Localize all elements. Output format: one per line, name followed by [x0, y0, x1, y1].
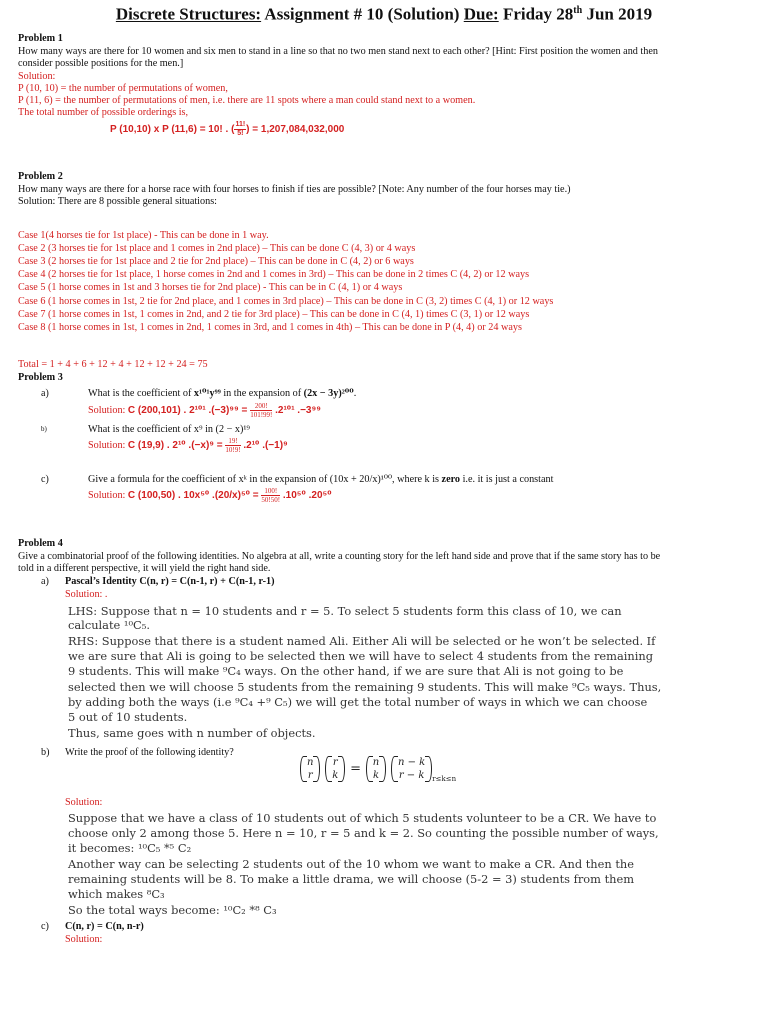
- part-a-label: a): [41, 388, 49, 399]
- case-line: Case 3 (2 horses tie for 1st place and 2 tie for 2nd place) – This can be done in C (4, 2) or 6 ways: [18, 256, 414, 267]
- proof-line: LHS: Suppose that n = 10 students and r = 5. To select 5 students form this class of 10, we can: [68, 604, 622, 618]
- part-c-solution-label: Solution:: [65, 934, 103, 945]
- proof-line: calculate ¹⁰C₅.: [68, 618, 150, 632]
- problem-1-question-line-2: consider possible positions for the men.]: [18, 58, 184, 69]
- proof-line: selected then we will choose 5 students from the remaining 9 students. This will make ⁹C₅ ways. Thus,: [68, 680, 662, 694]
- solution-label: Solution:: [88, 489, 128, 501]
- problem-2-question: How many ways are there for a horse race with four horses to finish if ties are possible? [Note: Any number of the four horses may tie.): [18, 184, 571, 195]
- binom-bottom: r: [307, 770, 313, 781]
- q-text: in the expansion of: [220, 388, 304, 399]
- proof-line: Suppose that we have a class of 10 students out of which 5 students volunteer to be a CR. We have to: [68, 811, 657, 825]
- problem-1-solution-line-1: P (10, 10) = the number of permutations of women,: [18, 83, 228, 94]
- problem-2-total: Total = 1 + 4 + 6 + 12 + 4 + 12 + 12 + 24 = 75: [18, 359, 208, 370]
- q-term: x¹⁰¹y⁹⁹: [193, 388, 221, 399]
- part-c-title: C(n, r) = C(n, n-r): [65, 921, 144, 932]
- binom-top: r: [332, 757, 338, 768]
- proof-line: RHS: Suppose that there is a student named Ali. Either Ali will be selected or he won’t be selected. If: [68, 634, 656, 648]
- q-text: Give a formula for the coefficient of xᵏ in the expansion of (10x + 20/x)¹⁰⁰, where k is: [88, 474, 442, 485]
- proof-line: remaining students will be 8. To make a little drama, we will choose (5-2 = 3) students from them: [68, 872, 635, 886]
- due-date-1: Friday 28: [498, 4, 574, 24]
- binom-bottom: k: [372, 770, 380, 781]
- proof-line: which makes ⁸C₃: [68, 887, 165, 901]
- equals-sign: =: [350, 761, 361, 777]
- problem-4-question-line-1: Give a combinatorial proof of the following identities. No algebra at all, write a counting story for the left hand side and prove that if the same story has to be: [18, 551, 661, 562]
- case-line: Case 8 (1 horse comes in 1st, 1 comes in 2nd, 1 comes in 3rd, and 1 comes in 4th) – This can be done in P (4, 4) or 24 ways: [18, 322, 522, 333]
- binom-top: n: [307, 757, 314, 768]
- assignment-name: Assignment # 10 (Solution): [261, 4, 464, 24]
- proof-line: Another way can be selecting 2 students out of the 10 whom we want to make a CR. And then the: [68, 857, 635, 871]
- fraction-numerator: 19!: [225, 437, 240, 446]
- fraction-numerator: 200!: [250, 402, 272, 411]
- proof-line: 5 out of 10 students.: [68, 710, 188, 724]
- fraction-denominator: 101!99!: [250, 411, 273, 419]
- fraction-numerator: 11!: [235, 121, 246, 128]
- binomial-r-k: [325, 756, 345, 782]
- fraction-numerator: 100!: [261, 487, 280, 496]
- proof-line: Thus, same goes with n number of objects.: [68, 726, 316, 740]
- proof-line: we are sure that Ali is going to be selected then we will have to select 4 students from the remaining: [68, 649, 654, 663]
- problem-3c-solution: [88, 487, 332, 504]
- solution-label: Solution:: [88, 439, 128, 451]
- case-line: Case 6 (1 horse comes in 1st, 2 tie for 2nd place, and 1 comes in 3rd place) – This can be done in C (3, 2) times C (4, 1) or 12 ways: [18, 296, 554, 307]
- proof-line: it becomes: ¹⁰C₅ *⁵ C₂: [68, 841, 192, 855]
- case-line: Case 2 (3 horses tie for 1st place and 1 comes in 2nd place) – This can be done C (4, 3) or 4 ways: [18, 243, 416, 254]
- problem-1-solution-label: Solution:: [18, 71, 56, 82]
- problem-1-question-line-1: How many ways are there for 10 women and six men to stand in a line so that no two men stand next to each other? [Hint: First position the women and then: [18, 46, 658, 57]
- proof-line: So the total ways become: ¹⁰C₂ *⁸ C₃: [68, 903, 277, 917]
- due-label: Due:: [463, 4, 499, 24]
- solution-expr: C (100,50) . 10x⁵⁰ .(20/x)⁵⁰ =: [127, 489, 262, 501]
- problem-2-heading: Problem 2: [18, 171, 63, 182]
- part-b-label: b): [41, 425, 47, 433]
- problem-1-solution-line-2: P (11, 6) = the number of permutations of men, i.e. there are 11 spots where a man could stand next to a women.: [18, 95, 476, 106]
- solution-expr: .2¹⁰¹ .−3⁹⁹: [272, 404, 321, 416]
- due-date-sup: th: [573, 5, 583, 16]
- q-text: What is the coefficient of: [88, 388, 194, 399]
- q-text: .: [353, 388, 357, 399]
- binom-top: n − k: [398, 757, 426, 768]
- part-b-label: b): [41, 747, 50, 758]
- part-b-solution-label: Solution:: [65, 797, 103, 808]
- solution-fraction: [250, 402, 272, 419]
- proof-line: by adding both the ways (i.e ⁹C₄ +⁹ C₅) we will get the total number of ways in which we can choose: [68, 695, 648, 709]
- problem-4-heading: Problem 4: [18, 538, 63, 549]
- formula-part-a: P (10,10) x P (11,6) = 10! . (: [110, 124, 235, 136]
- problem-3c-question: [88, 474, 553, 485]
- binom-bottom: k: [332, 770, 339, 781]
- proof-line: 9 students. This will make ⁹C₄ ways. On the other hand, if we are sure that Ali is not going to be: [68, 664, 624, 678]
- index-range: r≤k≤n: [432, 775, 457, 783]
- part-a-solution-label: Solution: .: [65, 589, 108, 600]
- problem-3b-question: What is the coefficient of x⁹ in (2 − x)¹⁹: [88, 424, 250, 435]
- binomial-n-r: [300, 756, 320, 782]
- due-date-2: Jun 2019: [582, 4, 653, 24]
- problem-4-question-line-2: told in a different perspective, it will yield the right hand side.: [18, 563, 271, 574]
- binom-bottom: r − k: [398, 770, 425, 781]
- pascal-identity-title: Pascal’s Identity C(n, r) = C(n-1, r) + C(n-1, r-1): [65, 576, 275, 587]
- solution-expr: C (19,9) . 2¹⁰ .(−x)⁹ =: [127, 439, 226, 451]
- document-title: [0, 0, 768, 25]
- solution-expr: .2¹⁰ .(−1)⁹: [240, 439, 288, 451]
- problem-3a-solution: [88, 402, 321, 419]
- q-expression: (2x − 3y)²⁰⁰: [303, 388, 354, 399]
- case-line: Case 1(4 horses tie for 1st place) - This can be done in 1 way.: [18, 230, 269, 241]
- q-emphasis: zero: [441, 474, 461, 485]
- course-name: Discrete Structures:: [115, 4, 262, 24]
- solution-expr: C (200,101) . 2¹⁰¹ .(−3)⁹⁹ =: [127, 404, 251, 416]
- case-line: Case 5 (1 horse comes in 1st and 3 horses tie for 2nd place) - This can be in C (4, 1) or 4 ways: [18, 282, 403, 293]
- solution-fraction: [225, 437, 240, 454]
- solution-fraction: [261, 487, 280, 504]
- part-c-label: c): [41, 921, 49, 932]
- problem-3b-solution: [88, 437, 288, 454]
- binomial-nk-rk: [391, 756, 432, 782]
- proof-line: choose only 2 among those 5. Here n = 10, r = 5 and k = 2. So counting the possible number of ways,: [68, 826, 659, 840]
- case-line: Case 4 (2 horses tie for 1st place, 1 horse comes in 2nd and 1 comes in 3rd) – This can be done in 2 times C (4, 2) or 12 ways: [18, 269, 530, 280]
- formula-part-b: ) = 1,207,084,032,000: [246, 124, 345, 136]
- problem-3-heading: Problem 3: [18, 372, 63, 383]
- binomial-identity: [300, 756, 456, 783]
- solution-expr: .10⁵⁰ .20⁵⁰: [280, 489, 332, 501]
- problem-1-formula: [110, 121, 344, 138]
- fraction-denominator: 10!9!: [225, 446, 241, 454]
- part-a-label: a): [41, 576, 49, 587]
- problem-1-heading: Problem 1: [18, 33, 63, 44]
- problem-2-intro: Solution: There are 8 possible general situations:: [18, 196, 217, 207]
- formula-fraction: [234, 121, 246, 138]
- solution-label: Solution:: [88, 404, 128, 416]
- case-line: Case 7 (1 horse comes in 1st, 1 comes in 2nd, and 2 tie for 3rd place) – This can be done in C (4, 1) times C (3, 1) or 12 ways: [18, 309, 530, 320]
- fraction-denominator: 50!50!: [261, 496, 281, 504]
- binomial-n-k: [366, 756, 386, 782]
- problem-3a-question: [88, 388, 356, 399]
- fraction-denominator: 5!: [237, 130, 244, 137]
- q-text: i.e. it is just a constant: [460, 474, 554, 485]
- part-c-label: c): [41, 474, 49, 485]
- binom-top: n: [372, 757, 380, 768]
- problem-1-solution-line-3: The total number of possible orderings is,: [18, 107, 189, 118]
- part-b-title: Write the proof of the following identity?: [65, 747, 234, 758]
